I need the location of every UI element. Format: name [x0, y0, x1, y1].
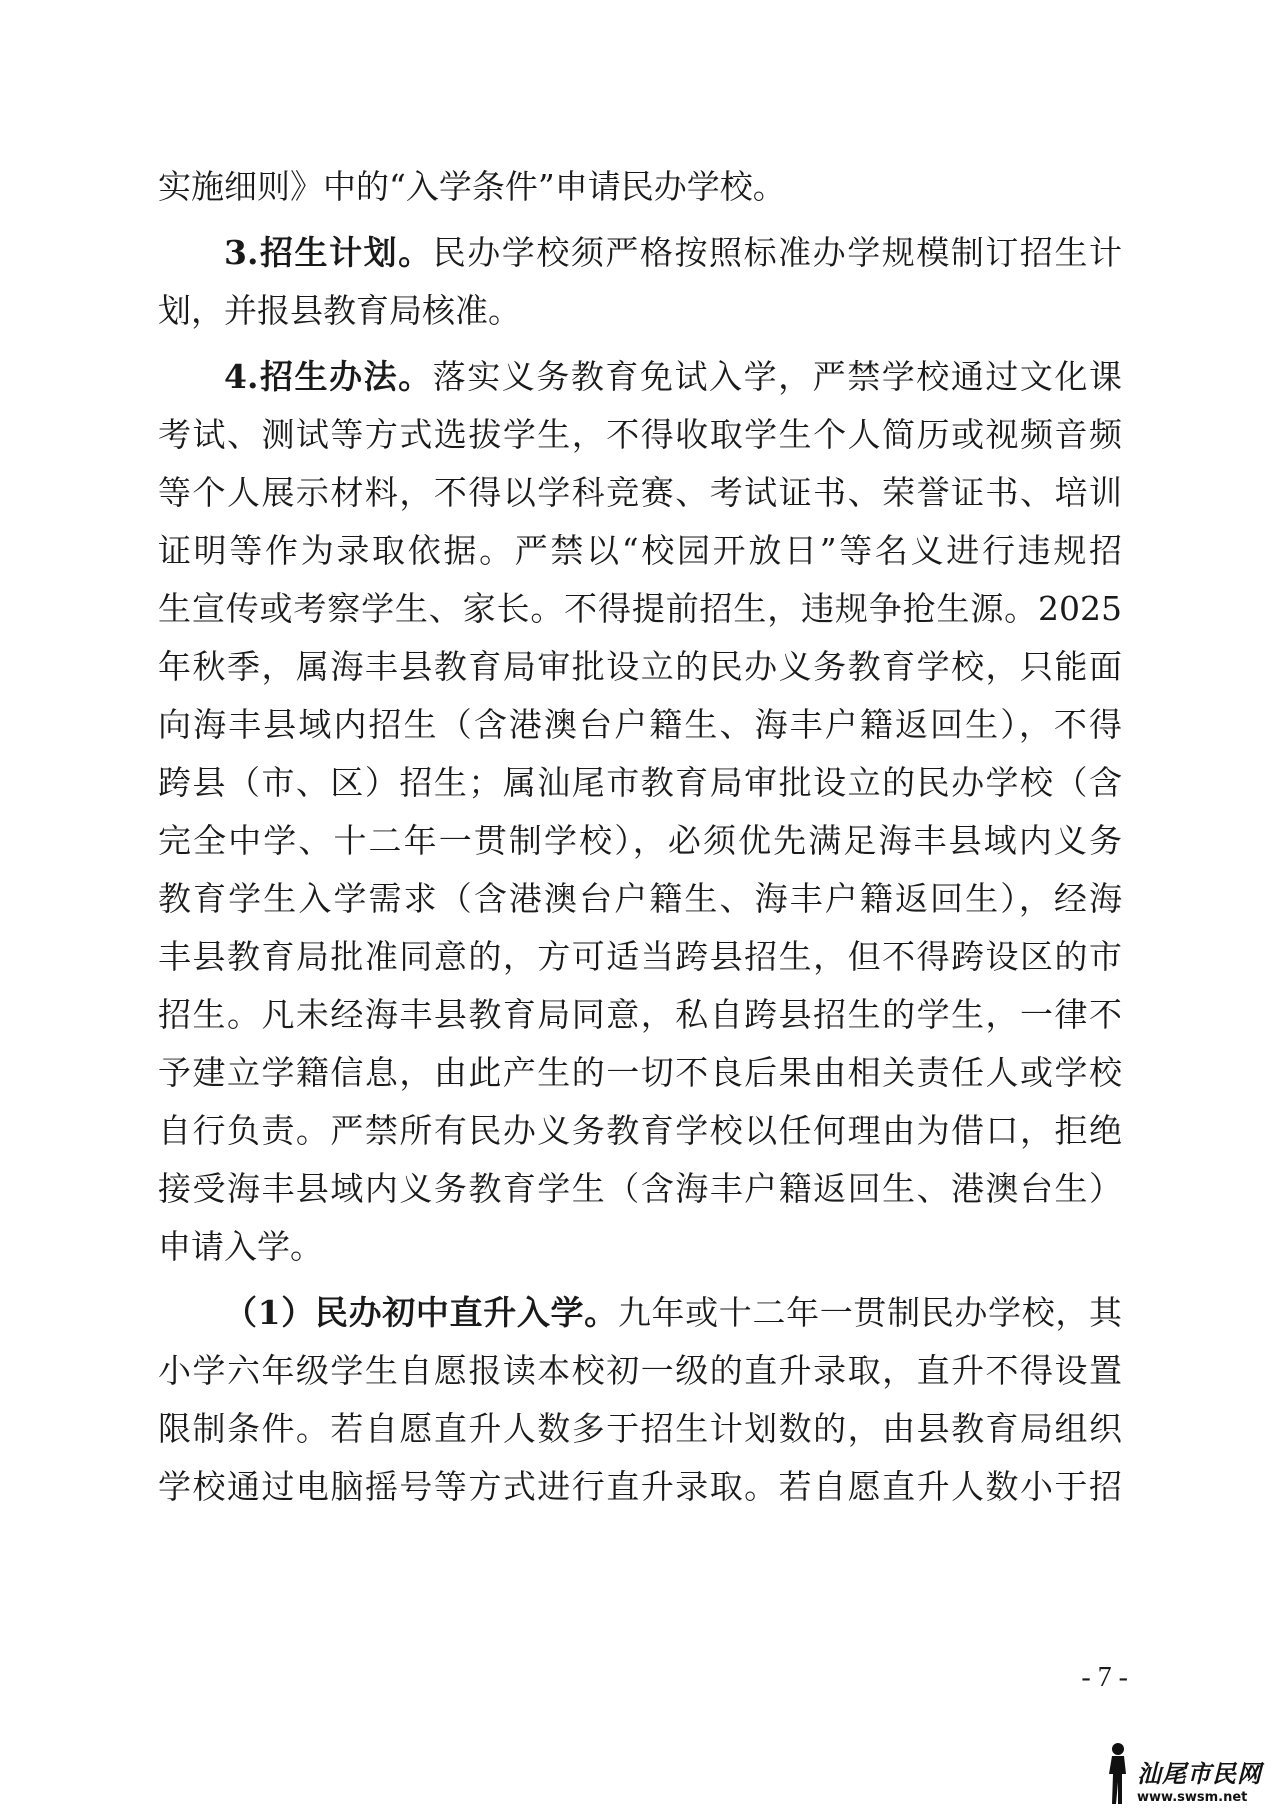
text-line: 划，并报县教育局核准。 — [158, 291, 521, 330]
text-line: 自行负责。严禁所有民办义务教育学校以任何理由为借口，拒绝 — [158, 1111, 1122, 1150]
item-heading: （1）民办初中直升入学。 — [224, 1293, 618, 1332]
watermark-title: 汕尾市民网 — [1137, 1760, 1262, 1788]
text-line: 招生。凡未经海丰县教育局同意，私自跨县招生的学生，一律不 — [158, 995, 1122, 1034]
text-line: 完全中学、十二年一贯制学校），必须优先满足海丰县域内义务 — [158, 821, 1122, 860]
text-line-item-3-heading: 3.招生计划。民办学校须严格按照标准办学规模制订招生计 — [224, 233, 1122, 272]
text-line: 学校通过电脑摇号等方式进行直升录取。若自愿直升人数小于招 — [158, 1467, 1122, 1506]
person-silhouette-icon — [1103, 1742, 1133, 1806]
text-line: 丰县教育局批准同意的，方可适当跨县招生，但不得跨设区的市 — [158, 937, 1122, 976]
watermark-url: www.swsm.net — [1137, 1790, 1248, 1805]
text-line: 接受海丰县域内义务教育学生（含海丰户籍返回生、港澳台生） — [158, 1169, 1122, 1208]
text-line-item-4-heading: 4.招生办法。落实义务教育免试入学，严禁学校通过文化课 — [224, 357, 1122, 396]
text-line: 年秋季，属海丰县教育局审批设立的民办义务教育学校，只能面 — [158, 647, 1122, 686]
watermark-logo — [1103, 1736, 1268, 1806]
item-heading: 4.招生办法。 — [224, 357, 433, 396]
text-line: 实施细则》中的“入学条件”申请民办学校。 — [158, 167, 786, 206]
text-line: 申请入学。 — [158, 1227, 323, 1266]
item-heading: 3.招生计划。 — [224, 233, 433, 272]
text-line: 限制条件。若自愿直升人数多于招生计划数的，由县教育局组织 — [158, 1409, 1122, 1448]
text-line: 生宣传或考察学生、家长。不得提前招生，违规争抢生源。2025 — [158, 589, 1122, 628]
page-number: - 7 - — [1081, 1662, 1128, 1693]
text-line-sub-item-1-heading: （1）民办初中直升入学。九年或十二年一贯制民办学校，其 — [224, 1293, 1122, 1332]
text-line: 跨县（市、区）招生；属汕尾市教育局审批设立的民办学校（含 — [158, 763, 1122, 802]
text-line: 向海丰县域内招生（含港澳台户籍生、海丰户籍返回生），不得 — [158, 705, 1122, 744]
text-line: 证明等作为录取依据。严禁以“校园开放日”等名义进行违规招 — [158, 531, 1122, 570]
text-line: 予建立学籍信息，由此产生的一切不良后果由相关责任人或学校 — [158, 1053, 1122, 1092]
text-line: 考试、测试等方式选拔学生，不得收取学生个人简历或视频音频 — [158, 415, 1122, 454]
text-line: 教育学生入学需求（含港澳台户籍生、海丰户籍返回生），经海 — [158, 879, 1122, 918]
text-line: 等个人展示材料，不得以学科竞赛、考试证书、荣誉证书、培训 — [158, 473, 1122, 512]
text-line: 小学六年级学生自愿报读本校初一级的直升录取，直升不得设置 — [158, 1351, 1122, 1390]
